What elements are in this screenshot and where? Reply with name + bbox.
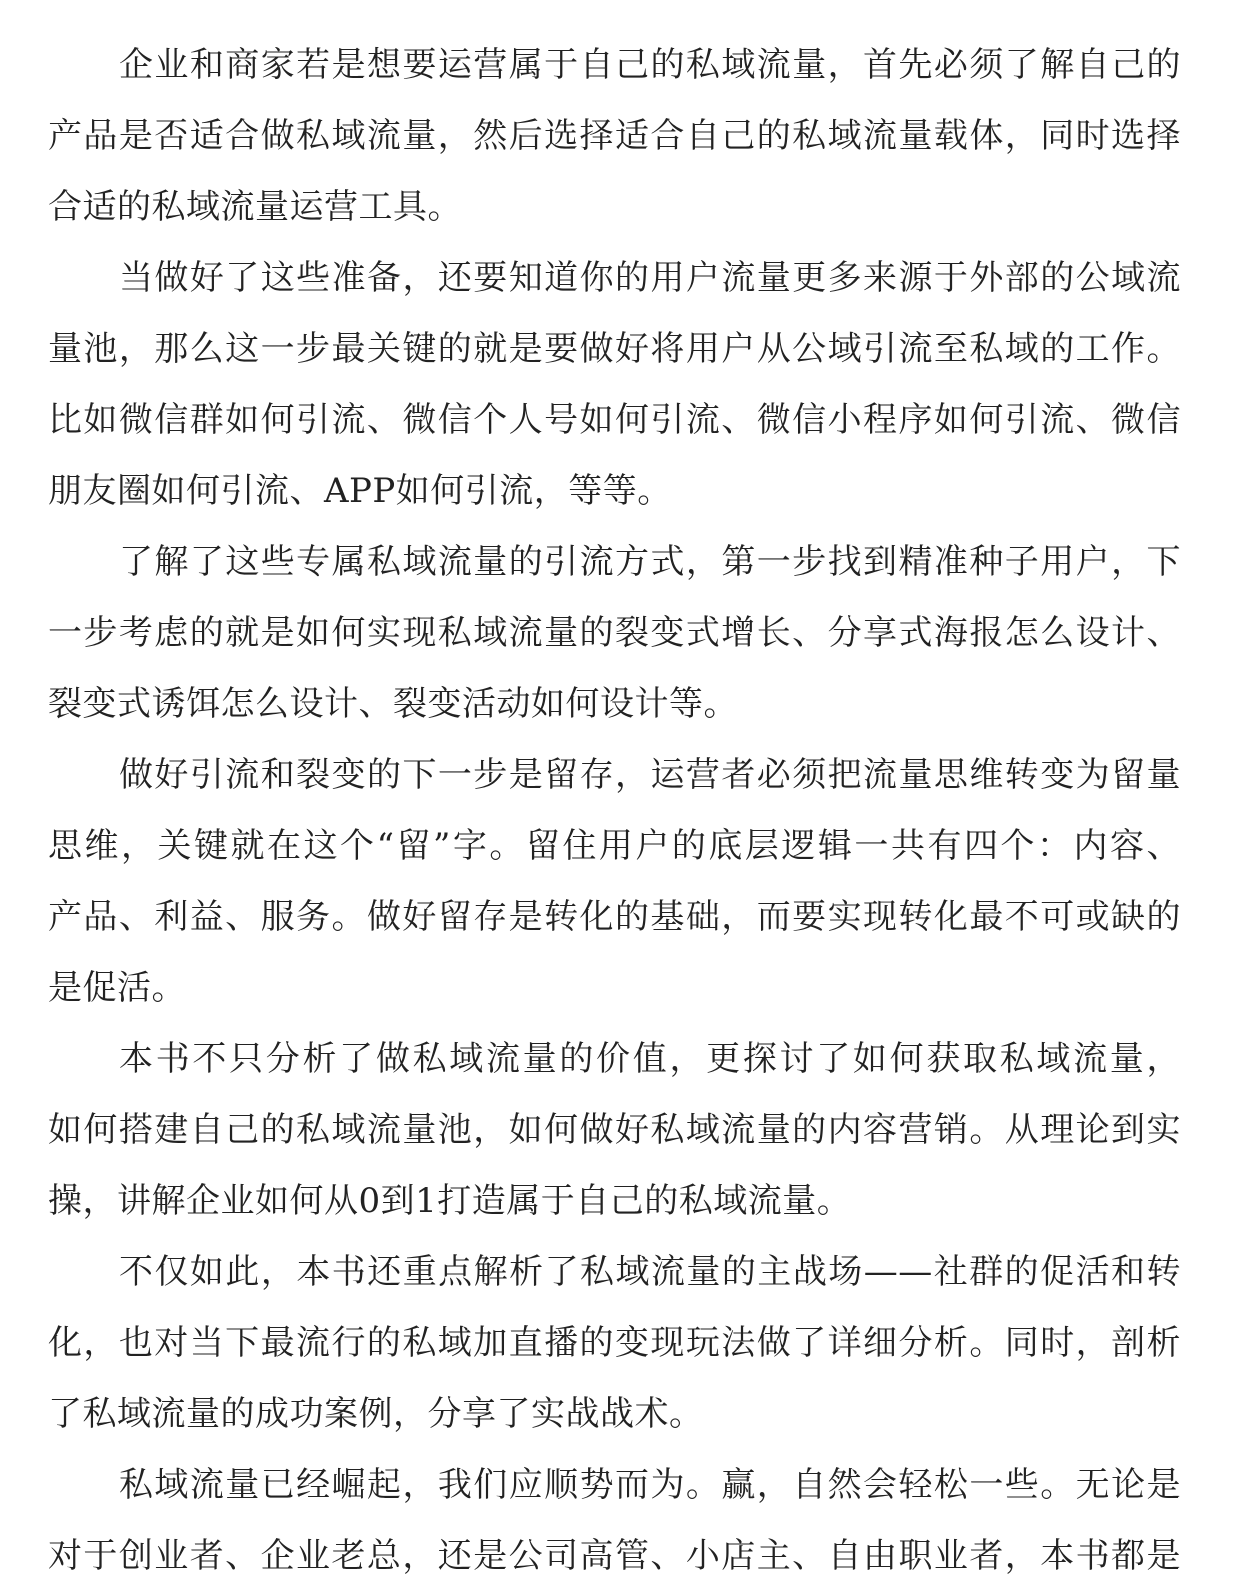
- text-line: 裂变式诱饵怎么设计、裂变活动如何设计等。: [48, 684, 738, 724]
- text-line: 量池，那么这一步最关键的就是要做好将用户从公域引流至私域的工作。: [48, 329, 1181, 369]
- text-line: 本书不只分析了做私域流量的价值，更探讨了如何获取私域流量，: [119, 1039, 1181, 1079]
- paragraph-5: [48, 1027, 1181, 1240]
- paragraph-7: [48, 1453, 1181, 1595]
- paragraph-1: [48, 33, 1181, 246]
- text-line: 如何搭建自己的私域流量池，如何做好私域流量的内容营销。从理论到实: [48, 1110, 1181, 1150]
- paragraph-3: [48, 530, 1181, 743]
- text-line: 思维，关键就在这个“留”字。留住用户的底层逻辑一共有四个：内容、: [48, 826, 1181, 866]
- paragraph-4: [48, 743, 1181, 1027]
- text-line: 对于创业者、企业老总，还是公司高管、小店主、自由职业者，本书都是: [48, 1536, 1181, 1576]
- text-line: 是促活。: [48, 968, 186, 1008]
- body-text: [48, 33, 1181, 1595]
- text-line: 不仅如此，本书还重点解析了私域流量的主战场——社群的促活和转: [119, 1252, 1181, 1292]
- text-line: 产品、利益、服务。做好留存是转化的基础，而要实现转化最不可或缺的: [48, 897, 1181, 937]
- text-line: 当做好了这些准备，还要知道你的用户流量更多来源于外部的公域流: [119, 258, 1181, 298]
- text-line: 了解了这些专属私域流量的引流方式，第一步找到精准种子用户，下: [119, 542, 1181, 582]
- text-line: 合适的私域流量运营工具。: [48, 187, 462, 227]
- text-line: 做好引流和裂变的下一步是留存，运营者必须把流量思维转变为留量: [119, 755, 1181, 795]
- text-line: 私域流量已经崛起，我们应顺势而为。赢，自然会轻松一些。无论是: [119, 1465, 1181, 1505]
- text-line: 操，讲解企业如何从0到1打造属于自己的私域流量。: [48, 1181, 852, 1221]
- text-line: 了私域流量的成功案例，分享了实战战术。: [48, 1394, 704, 1434]
- text-line: 产品是否适合做私域流量，然后选择适合自己的私域流量载体，同时选择: [48, 116, 1181, 156]
- text-line: 一步考虑的就是如何实现私域流量的裂变式增长、分享式海报怎么设计、: [48, 613, 1181, 653]
- text-line: 化，也对当下最流行的私域加直播的变现玩法做了详细分析。同时，剖析: [48, 1323, 1181, 1363]
- text-line: 比如微信群如何引流、微信个人号如何引流、微信小程序如何引流、微信: [48, 400, 1181, 440]
- paragraph-2: [48, 246, 1181, 530]
- text-line: 企业和商家若是想要运营属于自己的私域流量，首先必须了解自己的: [119, 45, 1181, 85]
- text-line: 朋友圈如何引流、APP如何引流，等等。: [48, 471, 672, 511]
- paragraph-6: [48, 1240, 1181, 1453]
